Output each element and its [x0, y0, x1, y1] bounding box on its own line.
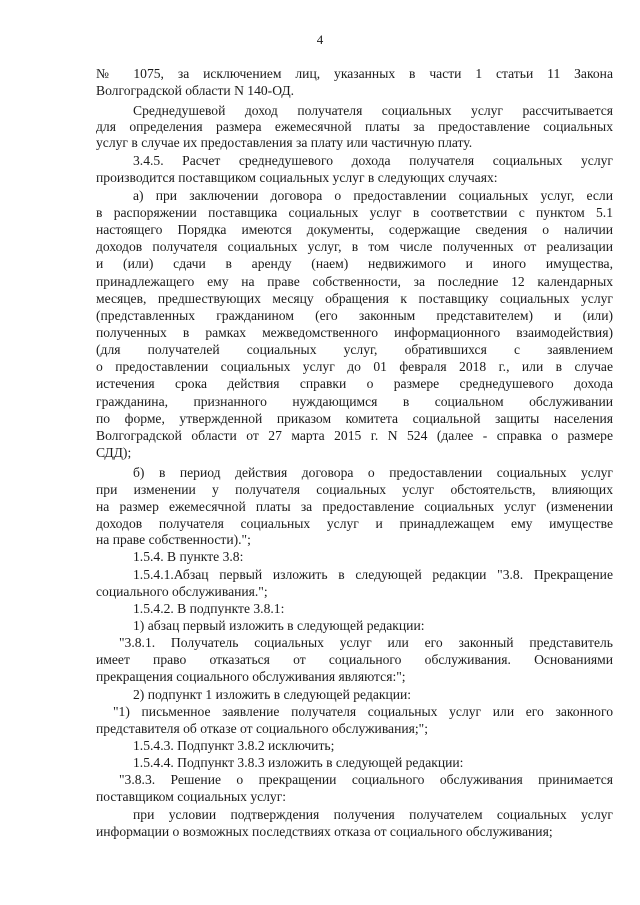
text-line: на размер ежемесячной платы за предоставление социальных услуг (изменении — [96, 499, 613, 514]
text-line: (для получателей социальных услуг, обратившихся с заявлением — [96, 342, 613, 357]
text-line: доходов получателя социальных услуг, в том числе полученных от реализации — [96, 239, 613, 254]
text-line: "3.8.3. Решение о прекращении социального обслуживания принимается — [119, 772, 613, 787]
text-line: 3.4.5. Расчет среднедушевого дохода получателя социальных услуг — [133, 153, 613, 168]
text-line: "3.8.1. Получатель социальных услуг или его законный представитель — [119, 635, 613, 650]
text-line: в распоряжении поставщика социальных услуг в соответствии с пунктом 5.1 — [96, 205, 613, 220]
text-line: истечения срока действия справки о размере среднедушевого дохода — [96, 376, 613, 391]
text-line: месяцев, предшествующих месяцу обращения к поставщику социальных услуг — [96, 291, 613, 306]
text-line: б) в период действия договора о предоставлении социальных услуг — [133, 465, 613, 480]
page-number: 4 — [316, 32, 324, 47]
text-line: имеет право отказаться от социального обслуживания. Основаниями — [96, 652, 613, 667]
text-line: принадлежащего ему на праве собственности, за последние 12 календарных — [96, 274, 613, 289]
text-line: 1.5.4.4. Подпункт 3.8.3 изложить в следующей редакции: — [133, 755, 464, 770]
text-line: производится поставщиком социальных услуг в следующих случаях: — [96, 170, 498, 185]
text-line: 2) подпункт 1 изложить в следующей редакции: — [133, 687, 412, 702]
text-line: полученных в рамках межведомственного информационного взаимодействия) — [96, 325, 613, 340]
text-line: представителя об отказе от социального обслуживания;"; — [96, 721, 428, 736]
text-line: при условии подтверждения получения получателем социальных услуг — [133, 807, 613, 822]
text-line: Волгоградской области N 140-ОД. — [96, 83, 295, 98]
text-line: по форме, утвержденной приказом комитета социальной защиты населения — [96, 411, 613, 426]
text-line: услуг в случае их предоставления за плату или частичную плату. — [96, 135, 473, 150]
text-line: "1) письменное заявление получателя социальных услуг или его законного — [113, 704, 613, 719]
text-line: гражданина, признанного нуждающимся в социальном обслуживании — [96, 394, 613, 409]
text-line: о предоставлении социальных услуг до 01 февраля 2018 г., или в случае — [96, 359, 613, 374]
text-line: 1) абзац первый изложить в следующей редакции: — [133, 618, 425, 633]
text-line: 1.5.4. В пункте 3.8: — [133, 549, 244, 564]
text-line: информации о возможных последствиях отказа от социального обслуживания; — [96, 824, 553, 839]
text-line: поставщиком социальных услуг: — [96, 789, 287, 804]
text-line: прекращения социального обслуживания являются:"; — [96, 669, 406, 684]
text-line: Волгоградской области от 27 марта 2015 г. N 524 (далее - справка о размере — [96, 428, 613, 443]
text-line: № 1075, за исключением лиц, указанных в части 1 статьи 11 Закона — [96, 66, 613, 81]
text-line: при изменении у получателя социальных услуг обстоятельств, влияющих — [96, 482, 613, 497]
text-line: настоящего Порядка имеются документы, содержащие сведения о наличии — [96, 222, 613, 237]
text-line: 1.5.4.1.Абзац первый изложить в следующей редакции "3.8. Прекращение — [133, 567, 613, 582]
text-line: на праве собственности)."; — [96, 532, 251, 547]
text-line: социального обслуживания."; — [96, 584, 268, 599]
text-line: и (или) сдачи в аренду (наем) недвижимого и иного имущества, — [96, 256, 613, 271]
text-line: СДД); — [96, 445, 132, 460]
text-line: для определения размера ежемесячной платы за предоставление социальных — [96, 119, 613, 134]
text-line: Среднедушевой доход получателя социальных услуг рассчитывается — [133, 103, 613, 118]
text-line: 1.5.4.2. В подпункте 3.8.1: — [133, 601, 285, 616]
text-line: доходов получателя социальных услуг и принадлежащем ему имуществе — [96, 516, 613, 531]
text-line: 1.5.4.3. Подпункт 3.8.2 исключить; — [133, 738, 335, 753]
text-line: а) при заключении договора о предоставлении социальных услуг, если — [133, 188, 613, 203]
text-line: (представленных гражданином (его законным представителем) и (или) — [96, 308, 613, 323]
